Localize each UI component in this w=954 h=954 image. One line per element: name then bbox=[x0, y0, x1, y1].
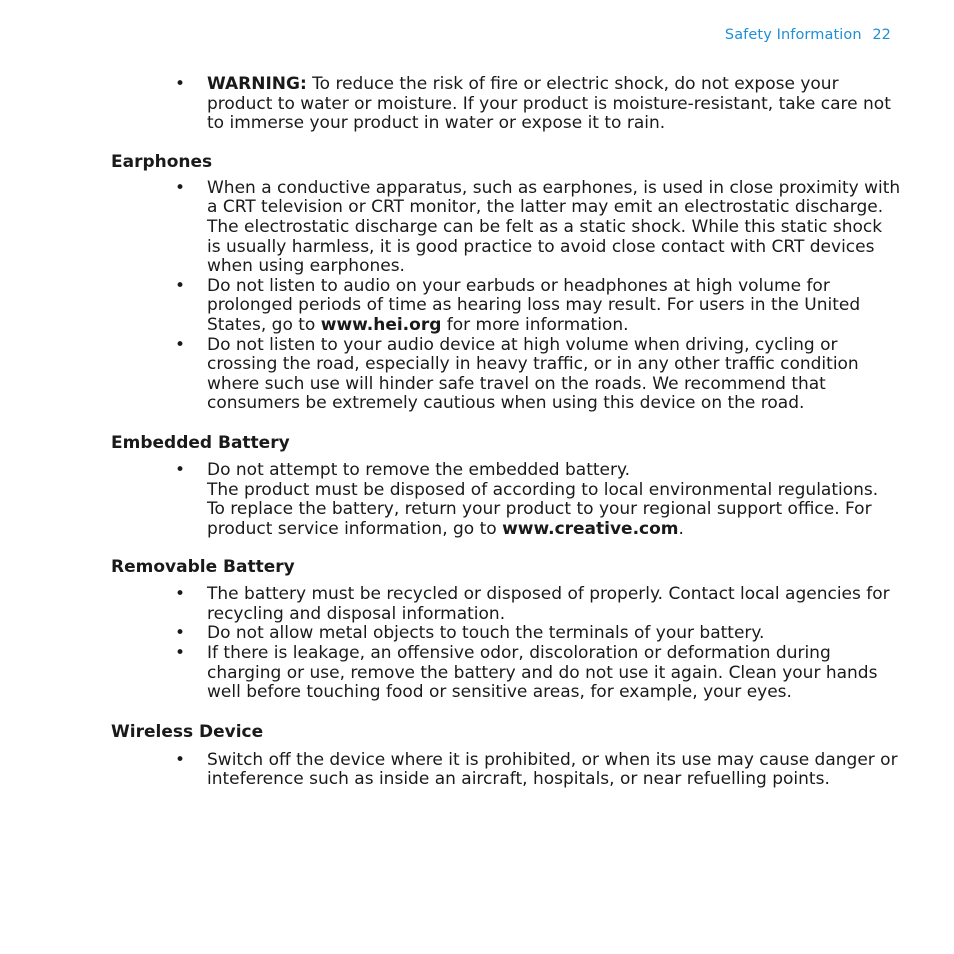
item-text: Do not allow metal objects to touch the terminals of your battery. bbox=[207, 623, 765, 644]
earphones-list bbox=[111, 179, 901, 414]
bullet-icon: • bbox=[175, 275, 186, 296]
item-text: The battery must be recycled or disposed of properly. Contact local agencies for recycling and disposal information. bbox=[207, 584, 890, 624]
section-heading-earphones: Earphones bbox=[111, 151, 213, 172]
embedded-battery-list bbox=[111, 461, 901, 539]
list-item bbox=[111, 461, 901, 539]
bullet-icon: • bbox=[175, 623, 186, 644]
creative-link[interactable]: www.creative.com bbox=[502, 518, 679, 539]
earphones-section bbox=[111, 152, 901, 414]
bullet-icon: • bbox=[175, 749, 186, 770]
item-text: . bbox=[678, 518, 684, 539]
item-text: Switch off the device where it is prohibited, or when its use may cause danger or inteference such as inside an aircraft, hospitals, or near refuelling points. bbox=[207, 749, 898, 790]
list-item bbox=[111, 277, 901, 336]
wireless-device-list bbox=[111, 751, 901, 790]
list-item bbox=[111, 336, 901, 414]
warning-label: WARNING: bbox=[207, 74, 307, 94]
list-item bbox=[111, 624, 901, 644]
bullet-icon: • bbox=[175, 334, 186, 355]
item-text: If there is leakage, an offensive odor, discoloration or deformation during charging or use, remove the battery and do not use it again. Clean your hands well before touching food or sensitive areas, for example, your eyes. bbox=[207, 643, 878, 703]
bullet-icon: • bbox=[175, 74, 186, 94]
list-item bbox=[111, 179, 901, 277]
bullet-icon: • bbox=[175, 584, 186, 605]
bullet-icon: • bbox=[175, 459, 186, 480]
warning-section bbox=[111, 75, 901, 134]
removable-battery-list bbox=[111, 585, 901, 703]
bullet-icon: • bbox=[175, 177, 186, 198]
hei-link[interactable]: www.hei.org bbox=[320, 314, 442, 335]
list-item bbox=[111, 644, 901, 703]
wireless-device-section bbox=[111, 722, 901, 790]
section-heading-removable-battery: Removable Battery bbox=[111, 557, 295, 578]
list-item bbox=[111, 751, 901, 790]
item-text: Do not listen to audio on your earbuds or headphones at high volume for prolonged periods of time as hearing loss may result. For users in the United States, go to bbox=[207, 275, 861, 335]
list-item bbox=[111, 585, 901, 624]
document-body bbox=[111, 75, 901, 790]
item-text: Do not listen to your audio device at high volume when driving, cycling or crossing the road, especially in heavy traffic, or in any other traffic condition where such use will hinder safe travel on the roads. We recommend that consumers be extremely cautious when using this device on the road. bbox=[207, 334, 859, 414]
section-heading-wireless-device: Wireless Device bbox=[111, 721, 264, 742]
section-heading-embedded-battery: Embedded Battery bbox=[111, 432, 290, 453]
item-text: for more information. bbox=[441, 314, 629, 335]
embedded-battery-section bbox=[111, 433, 901, 539]
item-text: Do not attempt to remove the embedded battery. bbox=[207, 459, 631, 480]
page-number: 22 bbox=[872, 27, 891, 43]
header-section-title: Safety Information bbox=[724, 27, 862, 43]
warning-list bbox=[111, 75, 901, 134]
list-item bbox=[111, 75, 901, 134]
page-header bbox=[725, 27, 891, 43]
removable-battery-section bbox=[111, 557, 901, 703]
item-text: The product must be disposed of according to local environmental regulations. To replace the battery, return your product to your regional support office. For product service information, go to bbox=[207, 479, 879, 539]
warning-text: To reduce the risk of fire or electric shock, do not expose your product to water or moisture. If your product is moisture-resistant, take care not to immerse your product in water or expose it to rain. bbox=[207, 74, 891, 134]
item-text: When a conductive apparatus, such as earphones, is used in close proximity with a CRT television or CRT monitor, the latter may emit an electrostatic discharge. The electrostatic discharge can be felt as a static shock. While this static shock is usually harmless, it is good practice to avoid close contact with CRT devices when using earphones. bbox=[207, 177, 901, 277]
bullet-icon: • bbox=[175, 643, 186, 664]
